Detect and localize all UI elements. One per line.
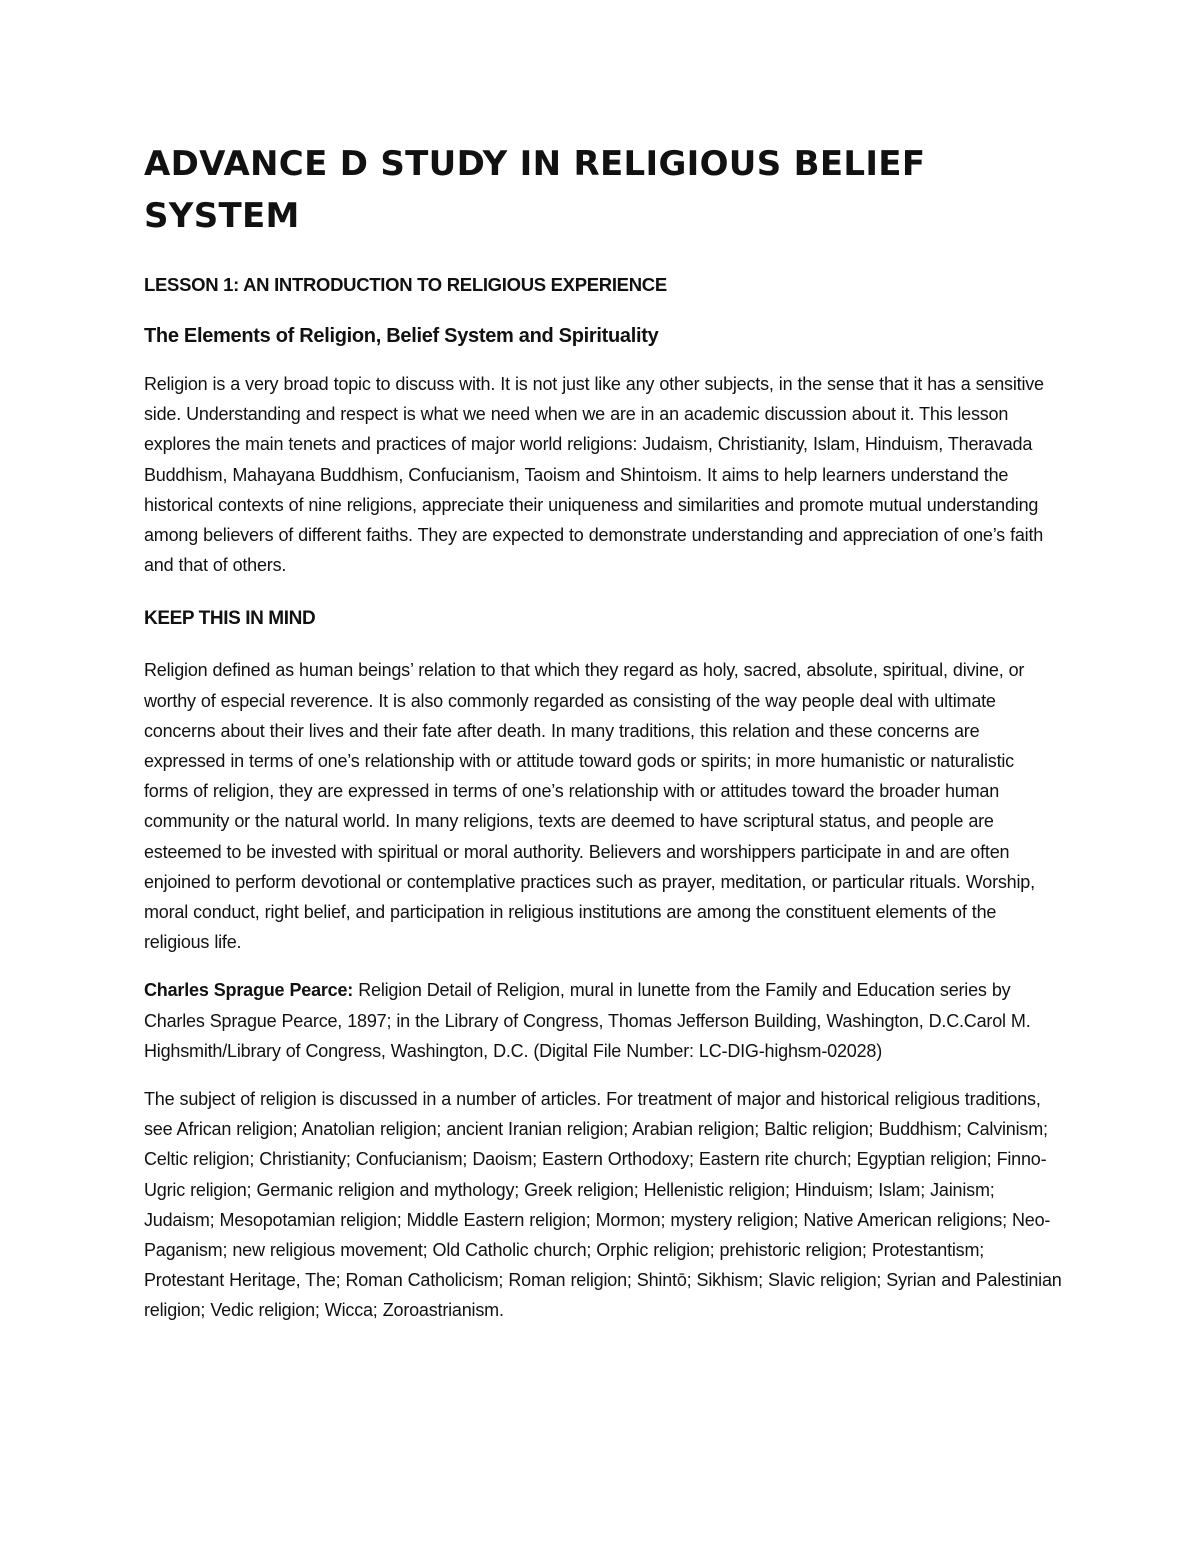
image-caption — [144, 975, 1062, 1066]
definition-paragraph: Religion defined as human beings’ relation to that which they regard as holy, sacred, absolute, spiritual, divine, or worthy of especial reverence. It is also commonly regarded as consisting of the way people deal with ultimate concerns about their lives and their fate after death. In many traditions, this relation and these concerns are expressed in terms of one’s relationship with or attitude toward gods or spirits; in more humanistic or naturalistic forms of religion, they are expressed in terms of one’s relationship with or attitudes toward the broader human community or the natural world. In many religions, texts are deemed to have scriptural status, and people are esteemed to be invested with spiritual or moral authority. Believers and worshippers participate in and are often enjoined to perform devotional or contemplative practices such as prayer, meditation, or particular rituals. Worship, moral conduct, right belief, and participation in religious institutions are among the constituent elements of the religious life. — [144, 660, 1035, 953]
document-page — [144, 138, 1062, 1326]
document-title: ADVANCE D STUDY IN RELIGIOUS BELIEF SYSTEM — [144, 144, 926, 236]
articles-paragraph: The subject of religion is discussed in a number of articles. For treatment of major and historical religious traditions, see African religion; Anatolian religion; ancient Iranian religion; Arabian religion; Baltic religion; Buddhism; Calvinism; Celtic religion; Christianity; Confucianism; Daoism; Eastern Orthodoxy; Eastern rite church; Egyptian religion; Finno-Ugric religion; Germanic religion and mythology; Greek religion; Hellenistic religion; Hinduism; Islam; Jainism; Judaism; Mesopotamian religion; Middle Eastern religion; Mormon; mystery religion; Native American religions; Neo-Paganism; new religious movement; Old Catholic church; Orphic religion; prehistoric religion; Protestantism; Protestant Heritage, The; Roman Catholicism; Roman religion; Shintō; Sikhism; Slavic religion; Syrian and Palestinian religion; Vedic religion; Wicca; Zoroastrianism. — [144, 1089, 1062, 1321]
keep-in-mind-heading: KEEP THIS IN MIND — [144, 608, 316, 630]
lesson-heading: LESSON 1: AN INTRODUCTION TO RELIGIOUS EXPERIENCE — [144, 274, 667, 295]
caption-lead: Charles Sprague Pearce: — [144, 980, 354, 1001]
section-heading: The Elements of Religion, Belief System and Spirituality — [144, 325, 659, 347]
intro-paragraph: Religion is a very broad topic to discuss with. It is not just like any other subjects, in the sense that it has a sensitive side. Understanding and respect is what we need when we are in an academic discussion about it. This lesson explores the main tenets and practices of major world religions: Judaism, Christianity, Islam, Hinduism, Theravada Buddhism, Mahayana Buddhism, Confucianism, Taoism and Shintoism. It aims to help learners understand the historical contexts of nine religions, appreciate their uniqueness and similarities and promote mutual understanding among believers of different faiths. They are expected to demonstrate understanding and appreciation of one’s faith and that of others. — [144, 374, 1044, 576]
caption-text: Religion Detail of Religion, mural in lunette from the Family and Education series by Charles Sprague Pearce, 1897; in the Library of Congress, Thomas Jefferson Building, Washington, D.C.Carol M. Highsmith/Library of Congress, Washington, D.C. (Digital File Number: LC-DIG-highsm-02028) — [144, 980, 1031, 1061]
